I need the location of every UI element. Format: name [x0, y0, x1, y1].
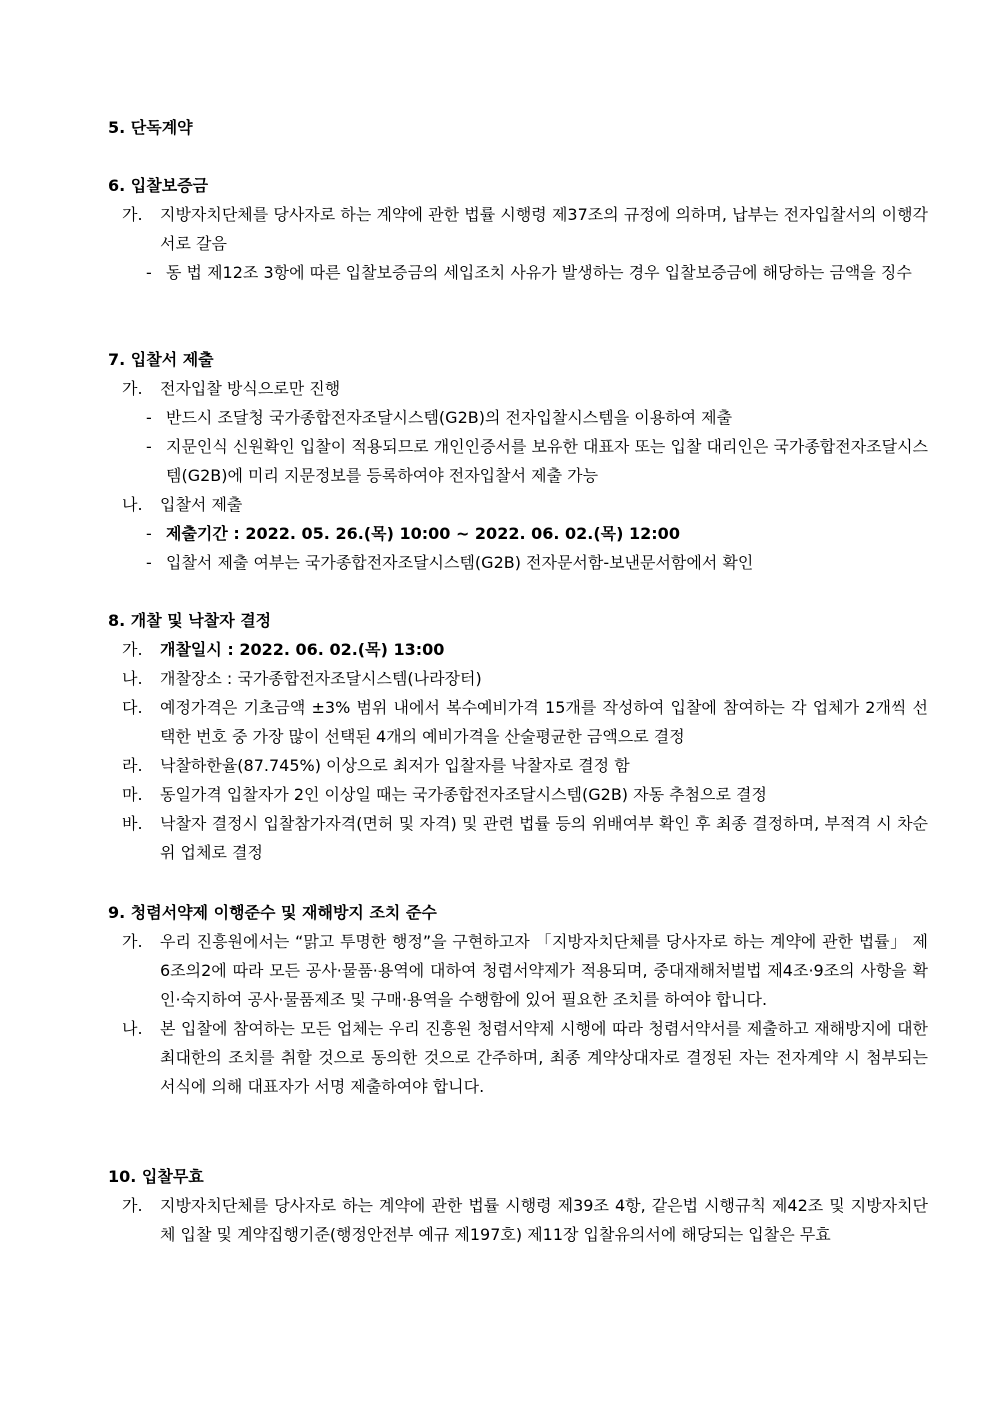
section-9-item-a — [108, 927, 928, 1014]
section-8-item-b — [108, 664, 928, 693]
item-marker: 바. — [122, 814, 143, 833]
item-text: 동 법 제12조 3항에 따른 입찰보증금의 세입조치 사유가 발생하는 경우 입찰보증금에 해당하는 금액을 징수 — [166, 263, 912, 282]
item-marker: 가. — [122, 640, 143, 659]
opening-datetime: 개찰일시 : 2022. 06. 02.(목) 13:00 — [160, 640, 445, 659]
item-text: 동일가격 입찰자가 2인 이상일 때는 국가종합전자조달시스템(G2B) 자동 추첨으로 결정 — [160, 785, 767, 804]
section-10 — [108, 1162, 928, 1249]
dash-marker: - — [146, 263, 152, 282]
item-marker: 가. — [122, 932, 143, 951]
section-7 — [108, 345, 928, 577]
section-9 — [108, 898, 928, 1101]
item-marker: 마. — [122, 785, 143, 804]
section-8 — [108, 606, 928, 867]
section-8-item-e — [108, 780, 928, 809]
section-7-item-a-sub-2 — [108, 432, 928, 490]
item-marker: 다. — [122, 698, 143, 717]
section-7-item-b-sub-1 — [108, 519, 928, 548]
item-text: 지방자치단체를 당사자로 하는 계약에 관한 법률 시행령 제39조 4항, 같은법 시행규칙 제42조 및 지방자치단체 입찰 및 계약집행기준(행정안전부 예규 제197호) 제11장 입찰유의서에 해당되는 입찰은 무효 — [160, 1196, 928, 1244]
section-9-heading: 9. 청렴서약제 이행준수 및 재해방지 조치 준수 — [108, 903, 437, 922]
item-marker: 라. — [122, 756, 143, 775]
item-text: 지방자치단체를 당사자로 하는 계약에 관한 법률 시행령 제37조의 규정에 의하며, 납부는 전자입찰서의 이행각서로 갈음 — [160, 205, 928, 253]
item-marker: 나. — [122, 495, 143, 514]
dash-marker: - — [146, 408, 152, 427]
section-10-item-a — [108, 1191, 928, 1249]
item-text: 입찰서 제출 — [160, 495, 243, 514]
item-text: 전자입찰 방식으로만 진행 — [160, 379, 341, 398]
item-text: 지문인식 신원확인 입찰이 적용되므로 개인인증서를 보유한 대표자 또는 입찰 대리인은 국가종합전자조달시스템(G2B)에 미리 지문정보를 등록하여야 전자입찰서 제출 가능 — [166, 437, 928, 485]
section-8-heading: 8. 개찰 및 낙찰자 결정 — [108, 611, 272, 630]
section-6-heading: 6. 입찰보증금 — [108, 176, 209, 195]
item-text: 개찰장소 : 국가종합전자조달시스템(나라장터) — [160, 669, 482, 688]
dash-marker: - — [146, 437, 152, 456]
section-5 — [108, 113, 928, 142]
item-marker: 나. — [122, 1019, 143, 1038]
section-7-heading: 7. 입찰서 제출 — [108, 350, 214, 369]
section-5-heading: 5. 단독계약 — [108, 118, 193, 137]
section-10-heading: 10. 입찰무효 — [108, 1167, 204, 1186]
item-text: 낙찰하한율(87.745%) 이상으로 최저가 입찰자를 낙찰자로 결정 함 — [160, 756, 630, 775]
section-9-item-b — [108, 1014, 928, 1101]
dash-marker: - — [146, 553, 152, 572]
item-marker: 가. — [122, 205, 143, 224]
submission-period: 제출기간 : 2022. 05. 26.(목) 10:00 ~ 2022. 06. 02.(목) 12:00 — [166, 524, 680, 543]
item-marker: 나. — [122, 669, 143, 688]
section-8-item-d — [108, 751, 928, 780]
item-text: 입찰서 제출 여부는 국가종합전자조달시스템(G2B) 전자문서함-보낸문서함에서 확인 — [166, 553, 754, 572]
section-6 — [108, 171, 928, 287]
item-text: 반드시 조달청 국가종합전자조달시스템(G2B)의 전자입찰시스템을 이용하여 제출 — [166, 408, 733, 427]
section-6-item-a-sub-1 — [108, 258, 928, 287]
item-text: 예정가격은 기초금액 ±3% 범위 내에서 복수예비가격 15개를 작성하여 입찰에 참여하는 각 업체가 2개씩 선택한 번호 중 가장 많이 선택된 4개의 예비가격을 산술평균한 금액으로 결정 — [160, 698, 928, 746]
item-text: 낙찰자 결정시 입찰참가자격(면허 및 자격) 및 관련 법률 등의 위배여부 확인 후 최종 결정하며, 부적격 시 차순위 업체로 결정 — [160, 814, 928, 862]
item-marker: 가. — [122, 1196, 143, 1215]
section-7-item-b — [108, 490, 928, 519]
section-7-item-a — [108, 374, 928, 403]
dash-marker: - — [146, 524, 152, 543]
section-8-item-a — [108, 635, 928, 664]
section-7-item-a-sub-1 — [108, 403, 928, 432]
section-7-item-b-sub-2 — [108, 548, 928, 577]
item-text: 본 입찰에 참여하는 모든 업체는 우리 진흥원 청렴서약제 시행에 따라 청렴서약서를 제출하고 재해방지에 대한 최대한의 조치를 취할 것으로 동의한 것으로 간주하며, 최종 계약상대자로 결정된 자는 전자계약 시 첨부되는 서식에 의해 대표자가 서명 제출하여야 합니다. — [160, 1019, 928, 1096]
section-6-item-a — [108, 200, 928, 258]
section-8-item-f — [108, 809, 928, 867]
item-text: 우리 진흥원에서는 “맑고 투명한 행정”을 구현하고자 「지방자치단체를 당사자로 하는 계약에 관한 법률」 제6조의2에 따라 모든 공사·물품·용역에 대하여 청렴서약제가 적용되며, 중대재해처벌법 제4조·9조의 사항을 확인·숙지하여 공사·물품제조 및 구매·용역을 수행함에 있어 필요한 조치를 하여야 합니다. — [160, 932, 928, 1009]
item-marker: 가. — [122, 379, 143, 398]
section-8-item-c — [108, 693, 928, 751]
